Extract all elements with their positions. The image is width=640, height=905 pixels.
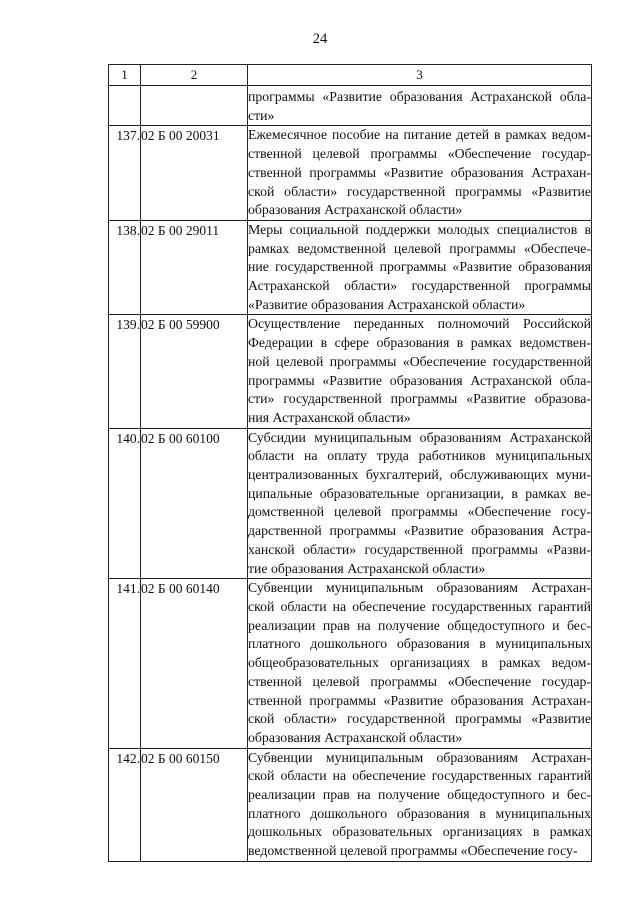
description-line: тие образования Астраханской области» xyxy=(248,560,486,576)
description-line: Субсидии муниципальным образованиям Астраханской xyxy=(248,429,591,445)
header-col-3: 3 xyxy=(248,65,592,86)
description-line: программы «Развитие образования Астраханской обла- xyxy=(248,372,591,388)
description-line: образования Астраханской области» xyxy=(248,202,463,218)
row-number-cell: 141. xyxy=(109,579,141,748)
code-cell: 02 Б 00 29011 xyxy=(141,220,248,315)
description-line: ственной программы «Развитие образования Астрахан- xyxy=(248,164,591,180)
description-line: ской области на обеспечение государственных гарантий xyxy=(248,598,591,614)
code-cell: 02 Б 00 59900 xyxy=(141,315,248,428)
description-line: дошкольных образовательных организациях в рамках xyxy=(248,824,591,840)
description-line: платного дошкольного образования в муниципальных xyxy=(248,805,591,821)
code-cell xyxy=(141,86,248,126)
description-cell xyxy=(248,315,592,428)
budget-classification-table xyxy=(108,64,592,862)
description-cell xyxy=(248,579,592,748)
description-line: ние государственной программы «Развитие образования xyxy=(248,259,591,275)
description-line: области на оплату труда работников муниципальных xyxy=(248,448,591,464)
description-line: ния Астраханской области» xyxy=(248,409,411,425)
description-line: сти» государственной программы «Развитие образова- xyxy=(248,391,591,407)
row-number-cell: 137. xyxy=(109,126,141,221)
description-line: Астраханской области» государственной программы xyxy=(248,278,591,294)
code-cell: 02 Б 00 60150 xyxy=(141,748,248,861)
row-number-cell: 139. xyxy=(109,315,141,428)
code-cell: 02 Б 00 60100 xyxy=(141,428,248,579)
description-line: ведомственной целевой программы «Обеспечение госу- xyxy=(248,843,578,859)
description-line: ственной целевой программы «Обеспечение государ- xyxy=(248,673,591,689)
description-line: ской области на обеспечение государственных гарантий xyxy=(248,768,591,784)
description-line: реализации прав на получение общедоступного и бес- xyxy=(248,617,591,633)
description-line: Меры социальной поддержки молодых специалистов в xyxy=(248,221,591,237)
code-cell: 02 Б 00 20031 xyxy=(141,126,248,221)
code-cell: 02 Б 00 60140 xyxy=(141,579,248,748)
description-line: ственной программы «Развитие образования Астрахан- xyxy=(248,692,591,708)
description-cell xyxy=(248,748,592,861)
row-number-cell: 142. xyxy=(109,748,141,861)
table-row xyxy=(109,126,592,221)
table-row xyxy=(109,220,592,315)
table-row xyxy=(109,579,592,748)
description-line: Федерации в сфере образования в рамках ведомствен- xyxy=(248,335,591,351)
table-header-row xyxy=(109,65,592,86)
row-number-cell xyxy=(109,86,141,126)
row-number-cell: 138. xyxy=(109,220,141,315)
description-line: сти» xyxy=(248,107,275,123)
description-cell xyxy=(248,86,592,126)
header-col-1: 1 xyxy=(109,65,141,86)
row-number-cell: 140. xyxy=(109,428,141,579)
description-line: Осуществление переданных полномочий Российской xyxy=(248,316,591,332)
description-cell xyxy=(248,126,592,221)
description-line: общеобразовательных организациях в рамках ведом- xyxy=(248,655,591,671)
description-line: платного дошкольного образования в муниципальных xyxy=(248,636,591,652)
description-line: домственной целевой программы «Обеспечение госу- xyxy=(248,504,591,520)
description-line: централизованных бухгалтерий, обслуживающих муни- xyxy=(248,467,591,483)
table-row-continuation xyxy=(109,86,592,126)
table-row xyxy=(109,748,592,861)
description-line: Ежемесячное пособие на питание детей в рамках ведом- xyxy=(248,127,591,143)
description-line: Субвенции муниципальным образованиям Астрахан- xyxy=(248,580,591,596)
description-line: ской области» государственной программы «Развитие xyxy=(248,183,591,199)
description-line: ской области» государственной программы «Развитие xyxy=(248,711,591,727)
description-line: ственной целевой программы «Обеспечение государ- xyxy=(248,146,591,162)
description-line: образования Астраханской области» xyxy=(248,729,463,745)
description-line: рамках ведомственной целевой программы «Обеспече- xyxy=(248,240,591,256)
description-line: реализации прав на получение общедоступного и бес- xyxy=(248,787,591,803)
table-row xyxy=(109,428,592,579)
description-line: ципальные образовательные организации, в рамках ве- xyxy=(248,485,591,501)
description-line: Субвенции муниципальным образованиям Астрахан- xyxy=(248,749,591,765)
header-col-2: 2 xyxy=(141,65,248,86)
page-number: 24 xyxy=(312,31,328,47)
description-line: дарственной программы «Развитие образования Астра- xyxy=(248,523,591,539)
description-line: «Развитие образования Астраханской области» xyxy=(248,296,526,312)
table-row xyxy=(109,315,592,428)
description-line: ханской области» государственной программы «Разви- xyxy=(248,541,591,557)
description-cell xyxy=(248,428,592,579)
description-line: программы «Развитие образования Астраханской обла- xyxy=(248,89,591,104)
description-line: ной целевой программы «Обеспечение государственной xyxy=(248,353,591,369)
description-cell xyxy=(248,220,592,315)
